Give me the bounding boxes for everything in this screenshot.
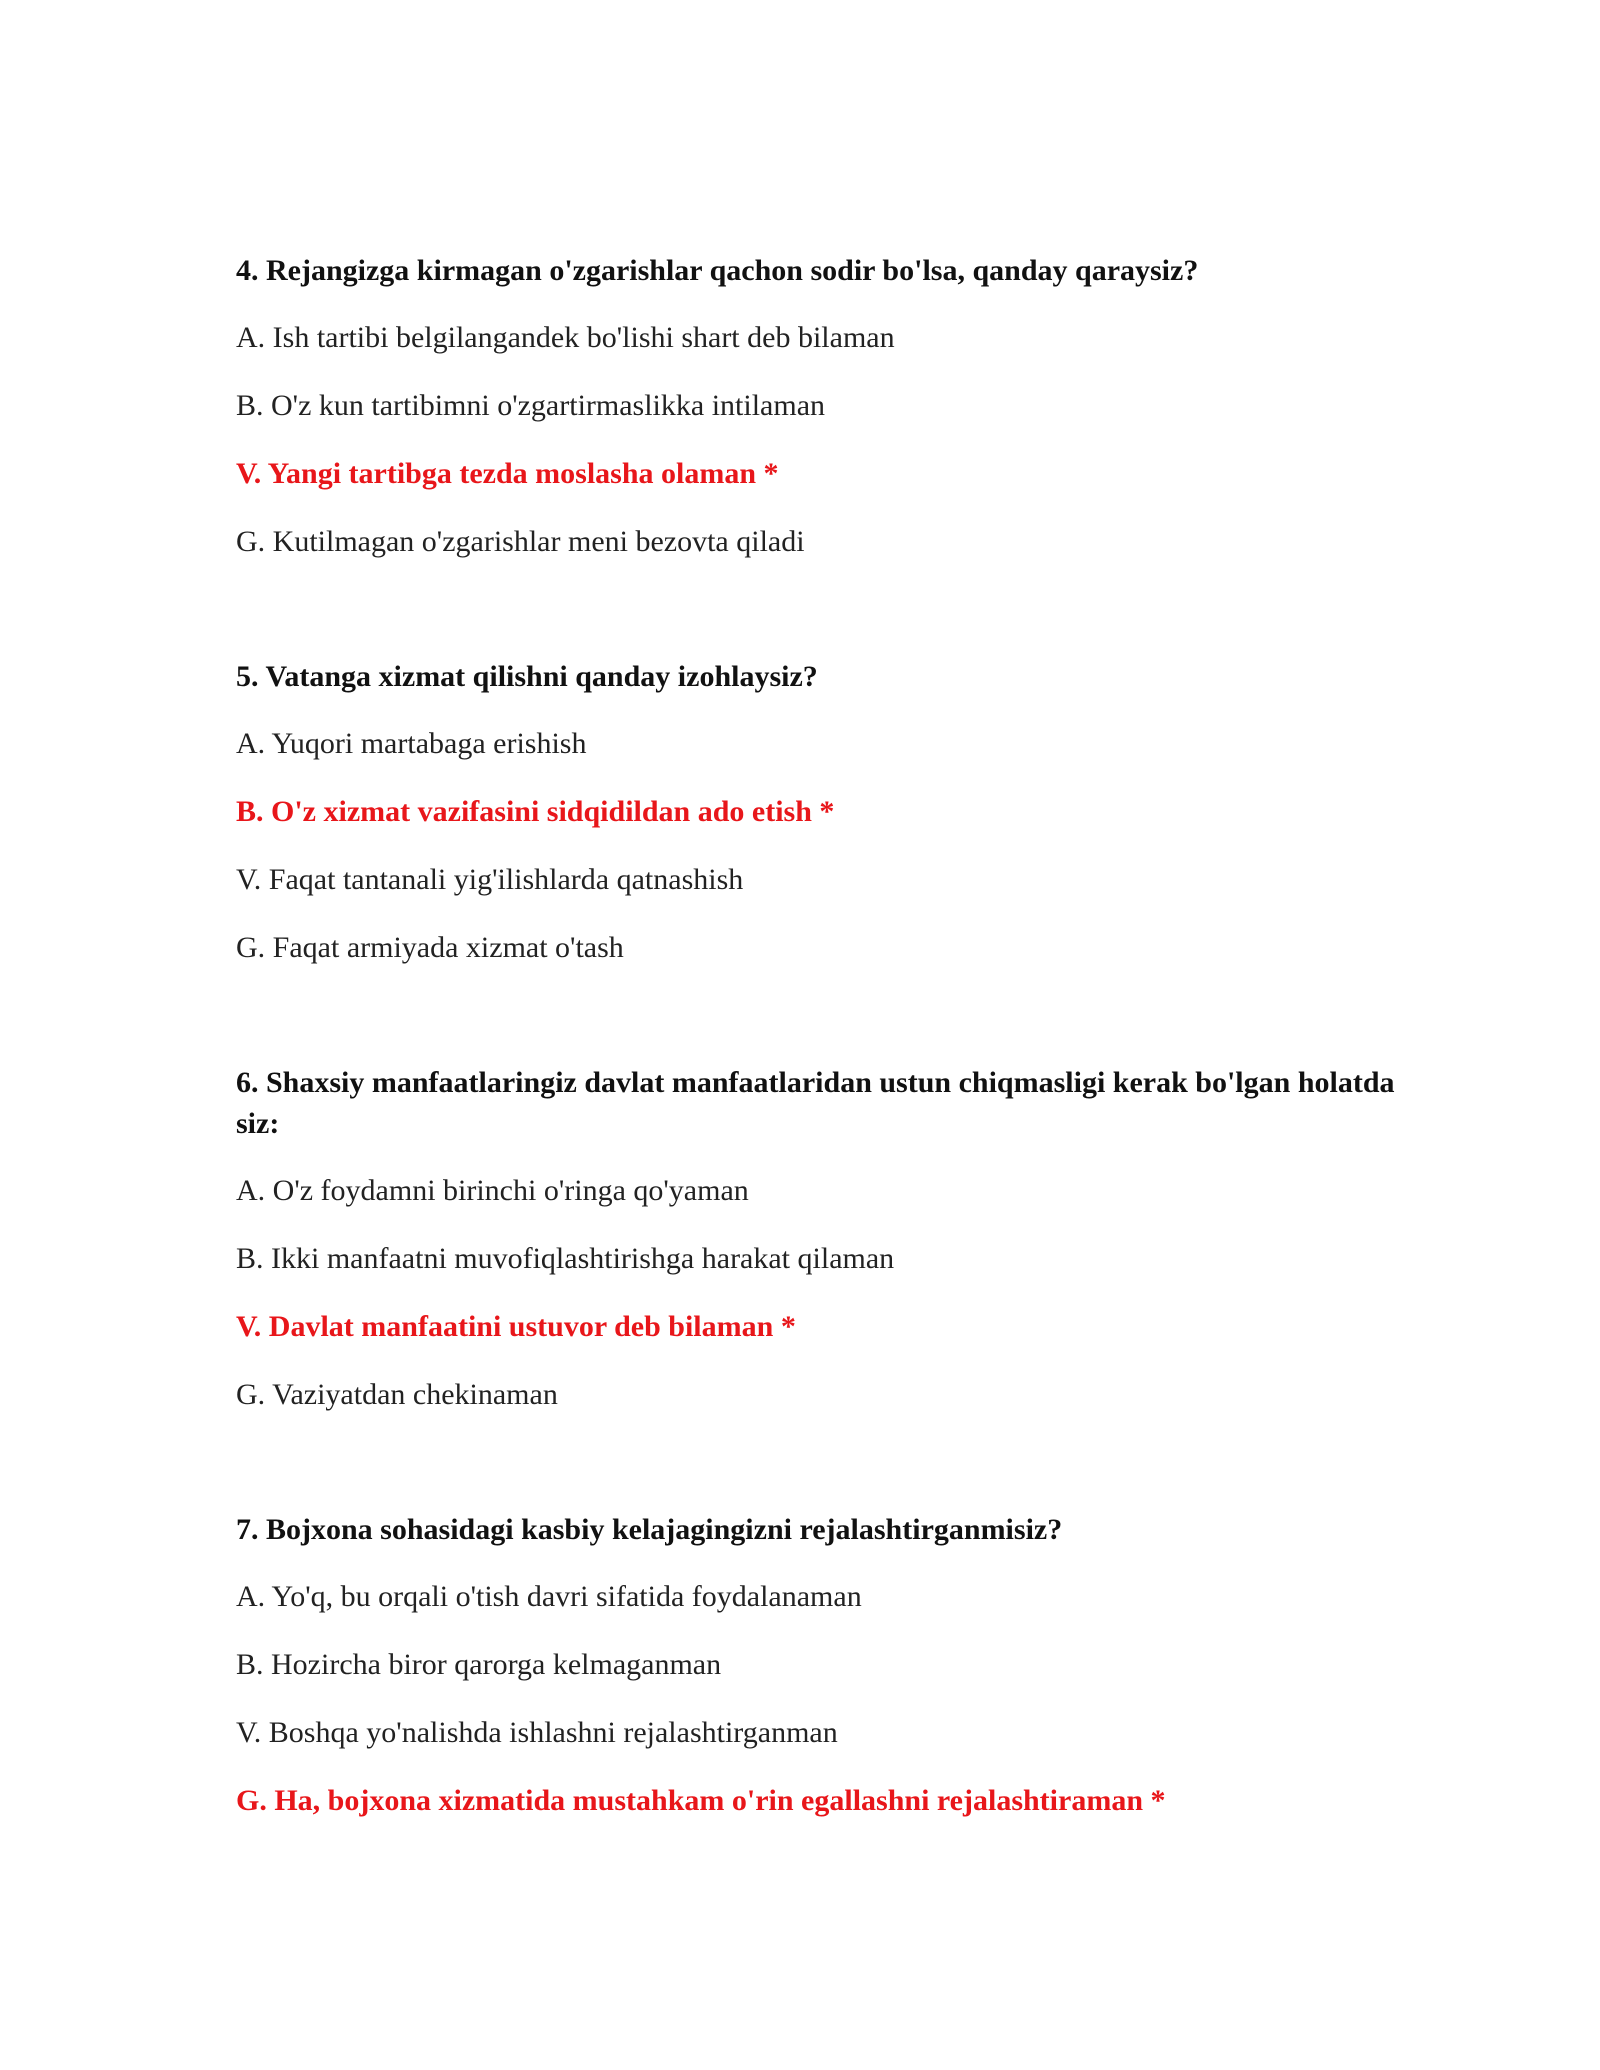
- option-a: A. O'z foydamni birinchi o'ringa qo'yaman: [236, 1174, 749, 1207]
- option-a: A. Yuqori martabaga erishish: [236, 727, 587, 760]
- option-a: A. Ish tartibi belgilangandek bo'lishi shart deb bilaman: [236, 321, 895, 354]
- spacer: [236, 589, 1416, 656]
- option-a: A. Yo'q, bu orqali o'tish davri sifatida foydalanaman: [236, 1580, 862, 1613]
- question-title: 5. Vatanga xizmat qilishni qanday izohlaysiz?: [236, 660, 818, 693]
- option-b: B. Ikki manfaatni muvofiqlashtirishga harakat qilaman: [236, 1242, 895, 1275]
- question-6: [236, 1062, 1416, 1415]
- option-v: V. Faqat tantanali yig'ilishlarda qatnashish: [236, 863, 744, 896]
- option-g-correct: G. Ha, bojxona xizmatida mustahkam o'rin egallashni rejalashtiraman *: [236, 1784, 1166, 1817]
- option-b: B. O'z kun tartibimni o'zgartirmaslikka intilaman: [236, 389, 826, 422]
- question-4: [236, 250, 1416, 562]
- question-title: 6. Shaxsiy manfaatlaringiz davlat manfaatlaridan ustun chiqmasligi kerak bo'lgan holatda siz:: [236, 1066, 1395, 1140]
- question-title: 7. Bojxona sohasidagi kasbiy kelajagingizni rejalashtirganmisiz?: [236, 1513, 1063, 1546]
- question-5: [236, 656, 1416, 968]
- option-b-correct: B. O'z xizmat vazifasini sidqidildan ado etish *: [236, 795, 835, 828]
- option-v: V. Boshqa yo'nalishda ishlashni rejalashtirganman: [236, 1716, 838, 1749]
- question-title: 4. Rejangizga kirmagan o'zgarishlar qachon sodir bo'lsa, qanday qaraysiz?: [236, 254, 1199, 287]
- option-g: G. Kutilmagan o'zgarishlar meni bezovta qiladi: [236, 525, 805, 558]
- option-g: G. Faqat armiyada xizmat o'tash: [236, 931, 624, 964]
- option-g: G. Vaziyatdan chekinaman: [236, 1378, 558, 1411]
- document-page: [236, 250, 1416, 1848]
- spacer: [236, 995, 1416, 1062]
- spacer: [236, 1442, 1416, 1509]
- option-v-correct: V. Yangi tartibga tezda moslasha olaman *: [236, 457, 779, 490]
- option-v-correct: V. Davlat manfaatini ustuvor deb bilaman *: [236, 1310, 796, 1343]
- option-b: B. Hozircha biror qarorga kelmaganman: [236, 1648, 722, 1681]
- question-7: [236, 1509, 1416, 1821]
